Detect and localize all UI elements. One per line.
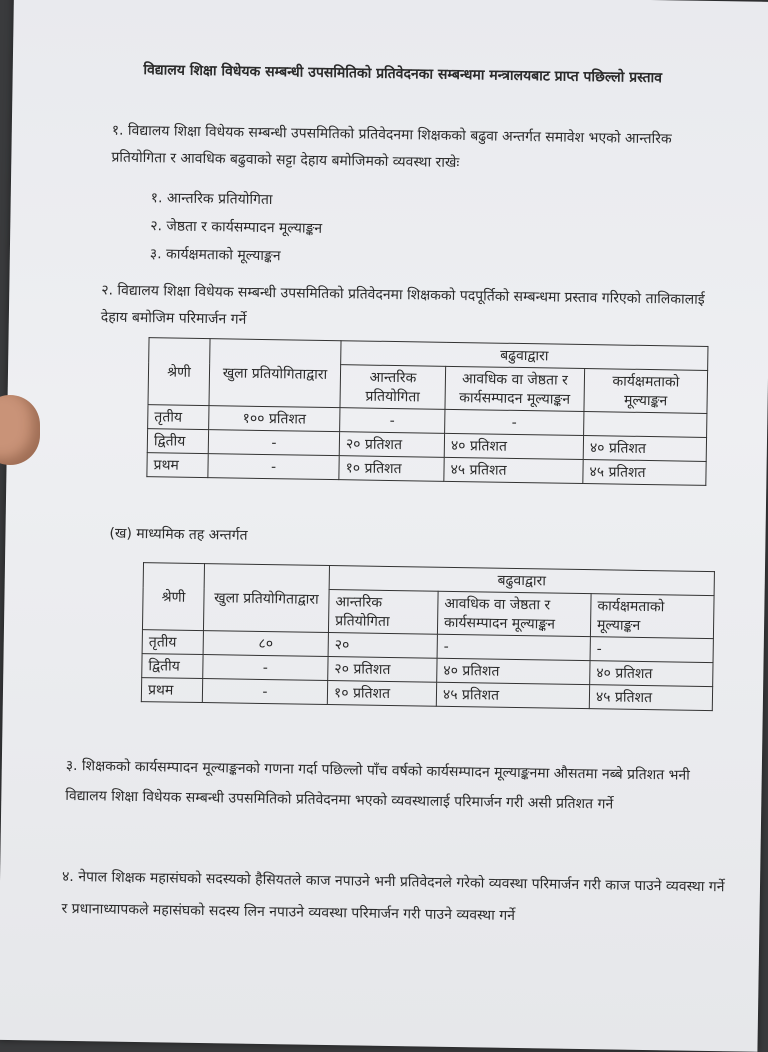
header-efficiency: कार्यक्षमताको मूल्याङ्कन <box>590 594 714 639</box>
cell: - <box>202 679 327 705</box>
cell: - <box>445 409 584 435</box>
header-open: खुला प्रतियोगिताद्वारा <box>203 564 329 633</box>
header-open: खुला प्रतियोगिताद्वारा <box>209 339 341 408</box>
cell: २० प्रतिशत <box>339 432 444 458</box>
header-promotion: बढुवाद्वारा <box>329 566 714 596</box>
cell: १०० प्रतिशत <box>209 406 340 432</box>
cell: तृतीय <box>142 630 203 655</box>
sublist-item: २. जेष्ठता र कार्यसम्पादन मूल्याङ्कन <box>150 218 323 237</box>
cell: ४५ प्रतिशत <box>589 685 712 711</box>
header-periodic: आवधिक वा जेष्ठता र कार्यसम्पादन मूल्याङ्कन <box>445 366 585 411</box>
cell: ४० प्रतिशत <box>444 433 583 459</box>
cell: - <box>437 634 590 660</box>
cell: ८० <box>203 631 328 657</box>
item-2-text: २. विद्यालय शिक्षा विधेयक सम्बन्धी उपसमितिको प्रतिवेदनमा शिक्षकको पदपूर्तिको सम्बन्धमा प्रस्ताव गरिएको तालिकालाई देहाय बमोजिम परिमार्जन गर्ने <box>100 282 705 328</box>
cell: - <box>208 454 339 480</box>
cell: - <box>208 430 339 456</box>
header-internal: आन्तरिक प्रतियोगिता <box>340 365 446 410</box>
cell: तृतीय <box>148 405 209 430</box>
cell: प्रथम <box>141 678 202 703</box>
header-grade: श्रेणी <box>148 338 210 406</box>
cell: २० प्रतिशत <box>328 657 437 683</box>
cell <box>584 412 707 438</box>
item-1-sublist <box>150 184 323 271</box>
document-title: विद्यालय शिक्षा विधेयक सम्बन्धी उपसमितिको प्रतिवेदनका सम्बन्धमा मन्त्रालयबाट प्राप्त पछिल्लो प्रस्ताव <box>143 62 663 87</box>
header-promotion: बढुवाद्वारा <box>341 341 708 371</box>
item-1-text: १. विद्यालय शिक्षा विधेयक सम्बन्धी उपसमितिको प्रतिवेदनमा शिक्षकको बढुवा अन्तर्गत समावेश भएको आन्तरिक प्रतियोगिता र आवधिक बढुवाको सट्टा देहाय बमोजिमको व्यवस्था राखेः <box>111 122 672 172</box>
cell: द्वितीय <box>147 429 208 454</box>
cell: ४० प्रतिशत <box>583 436 706 462</box>
table-primary <box>146 337 708 486</box>
cell: ४० प्रतिशत <box>590 661 713 687</box>
cell: १० प्रतिशत <box>327 681 436 707</box>
cell: - <box>590 637 713 663</box>
subheading-secondary: (ख) माध्यमिक तह अन्तर्गत <box>109 525 248 544</box>
sublist-item: ३. कार्यक्षमताको मूल्याङ्कन <box>149 246 281 265</box>
cell: १० प्रतिशत <box>339 456 444 482</box>
cell: - <box>340 408 445 434</box>
sublist-item: १. आन्तरिक प्रतियोगिता <box>150 190 273 209</box>
cell: ४५ प्रतिशत <box>444 457 583 483</box>
cell: २० <box>328 633 437 659</box>
cell: द्वितीय <box>142 654 203 679</box>
cell: ४० प्रतिशत <box>437 658 590 684</box>
cell: प्रथम <box>147 453 208 478</box>
header-efficiency: कार्यक्षमताको मूल्याङ्कन <box>584 369 708 414</box>
header-internal: आन्तरिक प्रतियोगिता <box>328 590 438 635</box>
item-4-text: ४. नेपाल शिक्षक महासंघको सदस्यको हैसियतले काज नपाउने भनी प्रतिवेदनले गरेको व्यवस्था परिमार्जन गरी काज पाउने व्यवस्था गर्ने र प्रधानाध्यापकले महासंघको सदस्य लिन नपाउने व्यवस्था परिमार्जन गरी पाउने व्यवस्था गर्ने <box>61 868 725 924</box>
header-grade: श्रेणी <box>142 563 204 631</box>
cell: - <box>203 655 328 681</box>
item-3-text: ३. शिक्षकको कार्यसम्पादन मूल्याङ्कनको गणना गर्दा पछिल्लो पाँच वर्षको कार्यसम्पादन मूल्याङ्कनमा औसतमा नब्बे प्रतिशत भनी विद्यालय शिक्षा विधेयक सम्बन्धी उपसमितिको प्रतिवेदनमा भएको व्यवस्थालाई परिमार्जन गरी असी प्रतिशत गर्ने <box>65 757 690 813</box>
cell: ४५ प्रतिशत <box>583 459 706 485</box>
cell: ४५ प्रतिशत <box>436 682 589 708</box>
table-secondary <box>141 562 715 711</box>
header-periodic: आवधिक वा जेष्ठता र कार्यसम्पादन मूल्याङ्कन <box>437 591 591 636</box>
